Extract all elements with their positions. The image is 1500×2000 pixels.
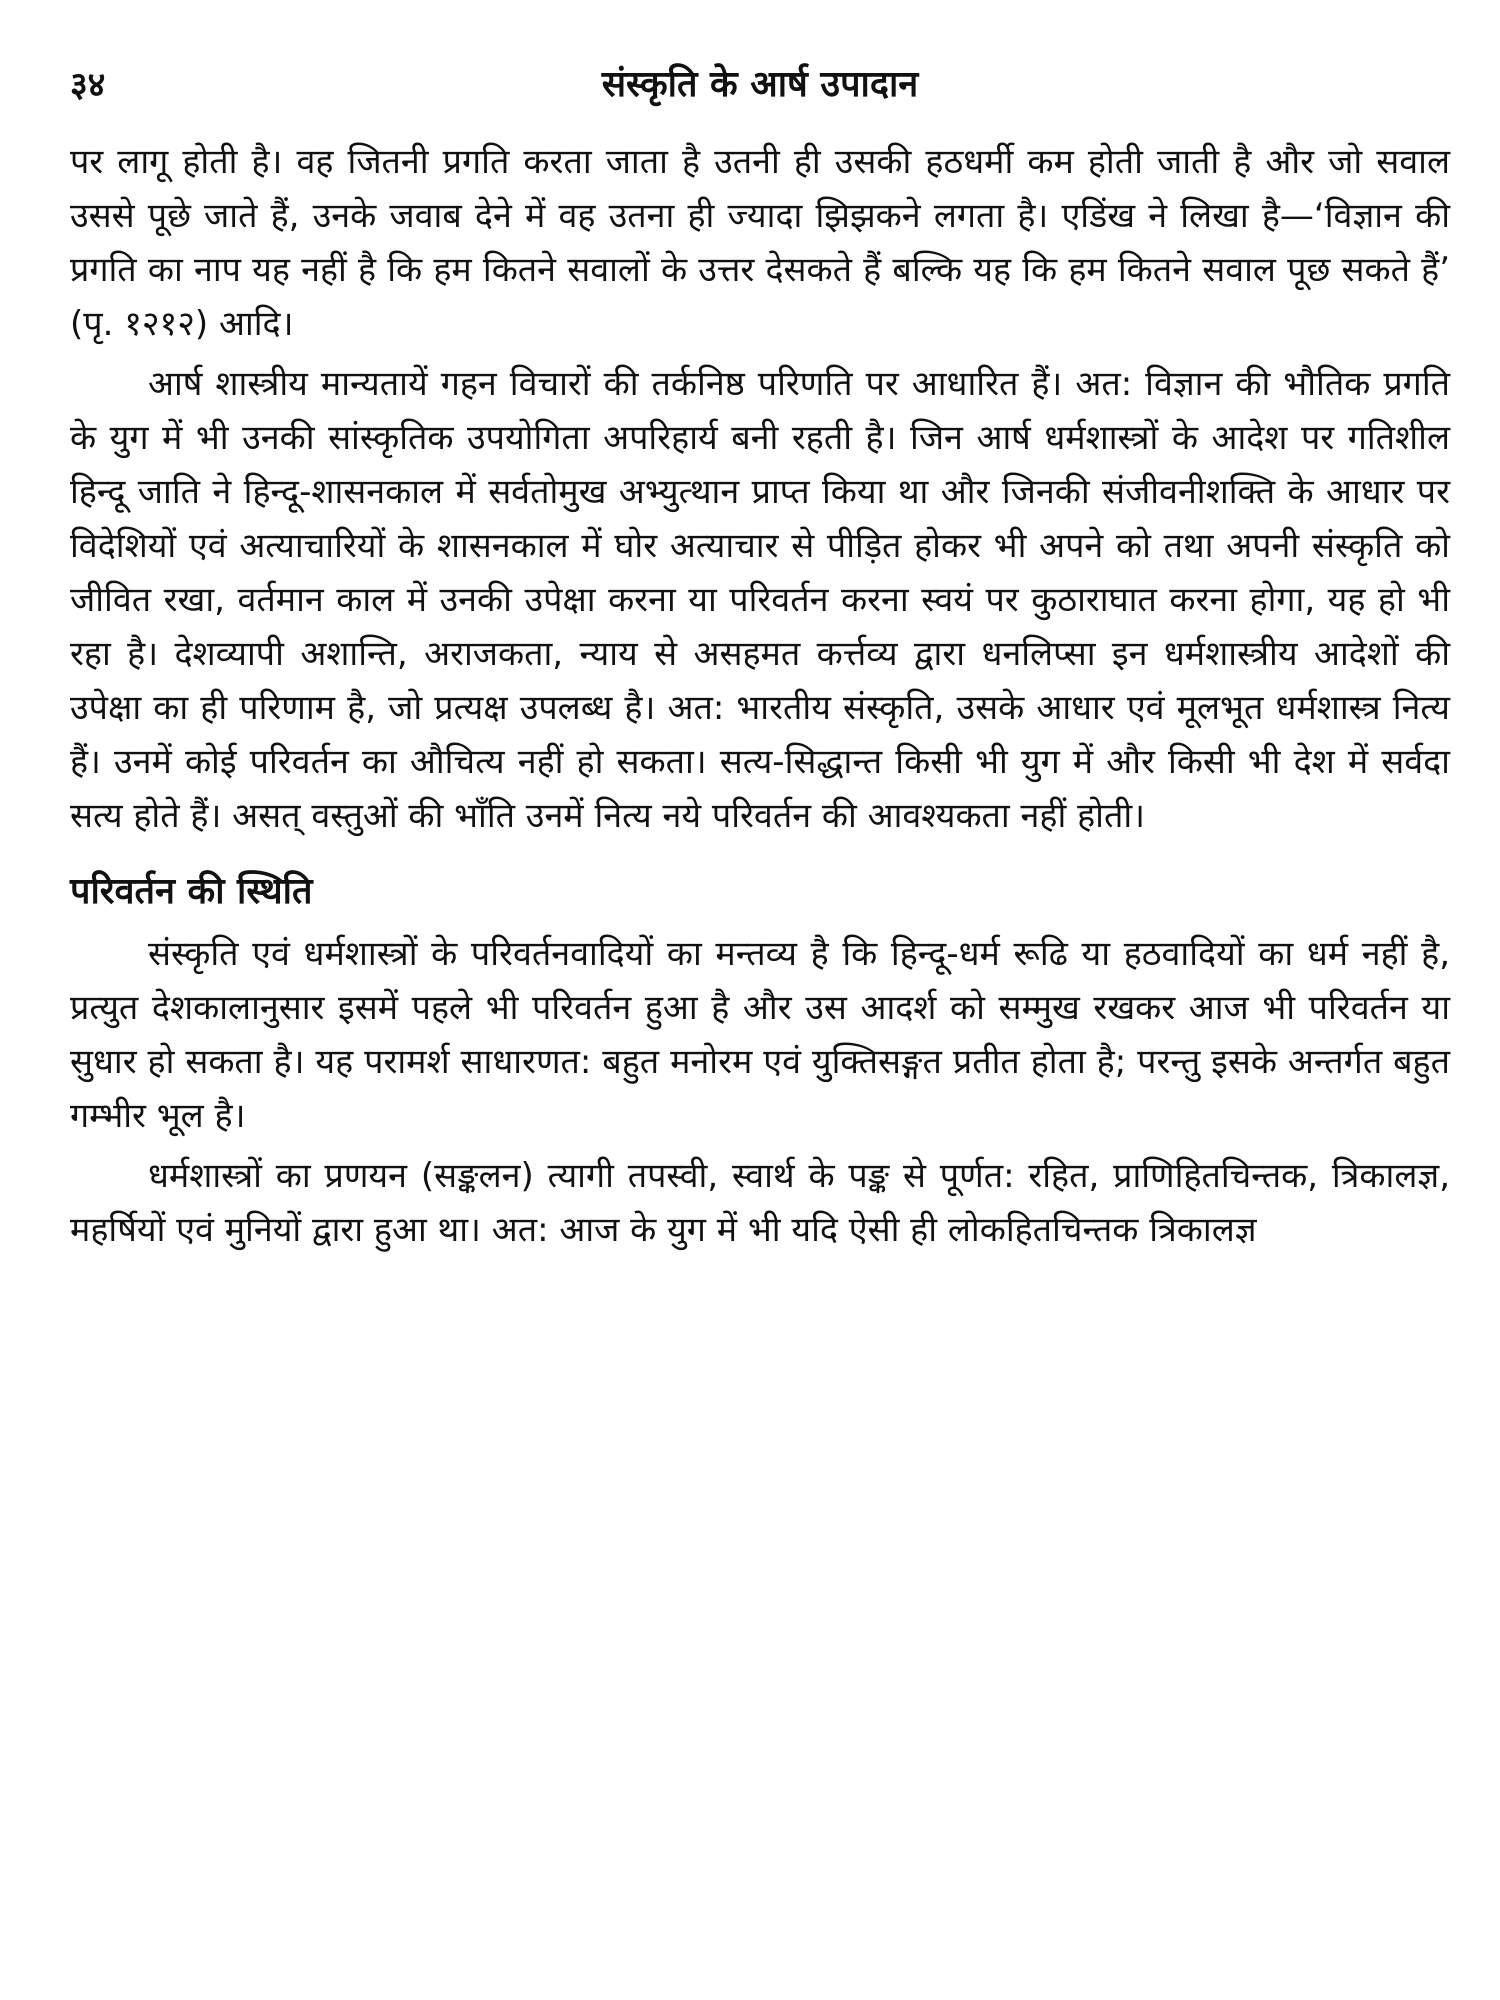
body-text	[70, 135, 1450, 1257]
paragraph-continued: पर लागू होती है। वह जितनी प्रगति करता जाता है उतनी ही उसकी हठधर्मी कम होती जाती है और जो सवाल उससे पूछे जाते हैं, उनके जवाब देने में वह उतना ही ज्यादा झिझकने लगता है। एडिंख ने लिखा है—‘विज्ञान की प्रगति का नाप यह नहीं है कि हम कितने सवालों के उत्तर देसकते हैं बल्कि यह कि हम कितने सवाल पूछ सकते हैं’ (पृ. १२१२) आदि।	[70, 142, 1450, 344]
paragraph-reformists-view: संस्कृति एवं धर्मशास्त्रों के परिवर्तनवादियों का मन्तव्य है कि हिन्दू-धर्म रूढि या हठवादियों का धर्म नहीं है, प्रत्युत देशकालानुसार इसमें पहले भी परिवर्तन हुआ है और उस आदर्श को सम्मुख रखकर आज भी परिवर्तन या सुधार हो सकता है। यह परामर्श साधारणत: बहुत मनोरम एवं युक्तिसङ्गत प्रतीत होता है; परन्तु इसके अन्तर्गत बहुत गम्भीर भूल है।	[70, 934, 1450, 1136]
running-title: संस्कृति के आर्ष उपादान	[601, 64, 919, 105]
page-number: ३४	[70, 65, 106, 105]
book-page	[70, 50, 1450, 1970]
paragraph-arsha-tradition: आर्ष शास्त्रीय मान्यतायें गहन विचारों की तर्कनिष्ठ परिणति पर आधारित हैं। अत: विज्ञान की भौतिक प्रगति के युग में भी उनकी सांस्कृतिक उपयोगिता अपरिहार्य बनी रहती है। जिन आर्ष धर्मशास्त्रों के आदेश पर गतिशील हिन्दू जाति ने हिन्दू-शासनकाल में सर्वतोमुख अभ्युत्थान प्राप्त किया था और जिनकी संजीवनीशक्ति के आधार पर विदेशियों एवं अत्याचारियों के शासनकाल में घोर अत्याचार से पीड़ित होकर भी अपने को तथा अपनी संस्कृति को जीवित रखा, वर्तमान काल में उनकी उपेक्षा करना या परिवर्तन करना स्वयं पर कुठाराघात करना होगा, यह हो भी रहा है। देशव्यापी अशान्ति, अराजकता, न्याय से असहमत कर्त्तव्य द्वारा धनलिप्सा इन धर्मशास्त्रीय आदेशों की उपेक्षा का ही परिणाम है, जो प्रत्यक्ष उपलब्ध है। अत: भारतीय संस्कृति, उसके आधार एवं मूलभूत धर्मशास्त्र नित्य हैं। उनमें कोई परिवर्तन का औचित्य नहीं हो सकता। सत्य-सिद्धान्त किसी भी युग में और किसी भी देश में सर्वदा सत्य होते हैं। असत् वस्तुओं की भाँति उनमें नित्य नये परिवर्तन की आवश्यकता नहीं होती।	[70, 364, 1450, 836]
running-head	[70, 50, 1450, 120]
paragraph-dharmashastra-origin: धर्मशास्त्रों का प्रणयन (सङ्कलन) त्यागी तपस्वी, स्वार्थ के पङ्क से पूर्णत: रहित, प्राणिहितचिन्तक, त्रिकालज्ञ, महर्षियों एवं मुनियों द्वारा हुआ था। अत: आज के युग में भी यदि ऐसी ही लोकहितचिन्तक त्रिकालज्ञ	[70, 1156, 1450, 1250]
section-heading: परिवर्तन की स्थिति	[70, 871, 313, 912]
